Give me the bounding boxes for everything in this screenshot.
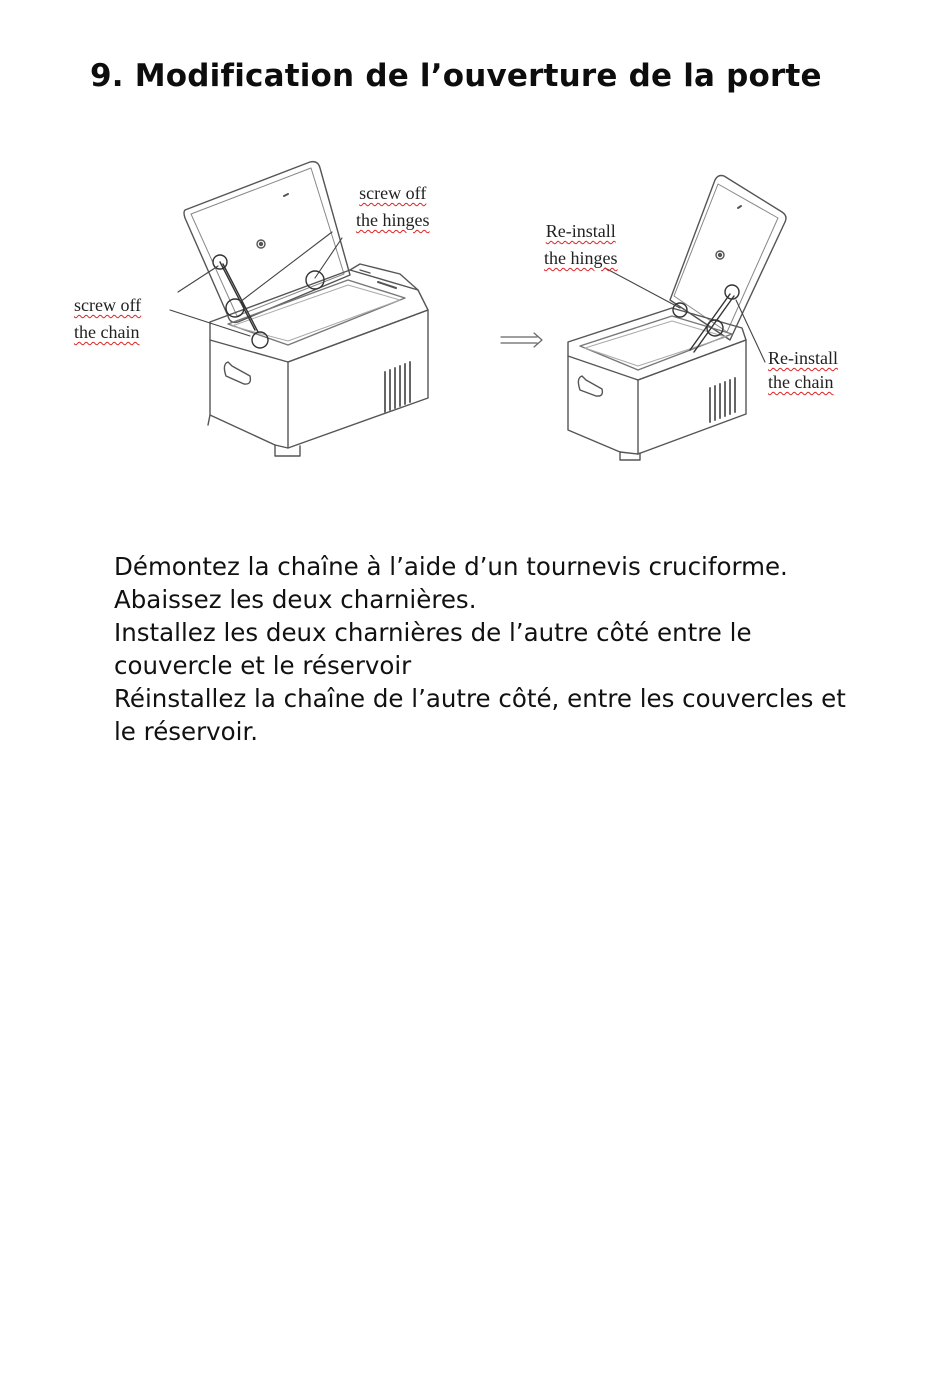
- callout-line: the chain: [768, 372, 834, 392]
- instruction-step: Réinstallez la chaîne de l’autre côté, entre les couvercles et le réservoir.: [114, 684, 846, 746]
- callout-line: the chain: [74, 322, 140, 342]
- callout-screw-off-chain: [74, 292, 141, 346]
- callout-screw-off-hinges: [356, 180, 430, 234]
- callout-line: the hinges: [544, 248, 618, 268]
- callout-line: Re-install: [768, 348, 838, 368]
- callout-line: Re-install: [545, 221, 616, 241]
- door-reversal-diagram: [60, 140, 880, 470]
- instruction-step: Abaissez les deux charnières.: [114, 585, 477, 614]
- callout-reinstall-chain: [768, 346, 838, 394]
- callout-line: screw off: [359, 183, 427, 203]
- right-arrow-icon: [501, 333, 542, 347]
- cooler-illustration: [60, 140, 880, 470]
- callout-line: the hinges: [356, 210, 430, 230]
- instructions-text: [114, 550, 874, 748]
- instruction-step: Installez les deux charnières de l’autre côté entre le couvercle et le réservoir: [114, 618, 752, 680]
- page-title: 9. Modification de l’ouverture de la porte: [90, 58, 822, 94]
- callout-reinstall-hinges: [544, 218, 618, 272]
- instruction-step: Démontez la chaîne à l’aide d’un tournevis cruciforme.: [114, 552, 788, 581]
- callout-line: screw off: [74, 295, 142, 315]
